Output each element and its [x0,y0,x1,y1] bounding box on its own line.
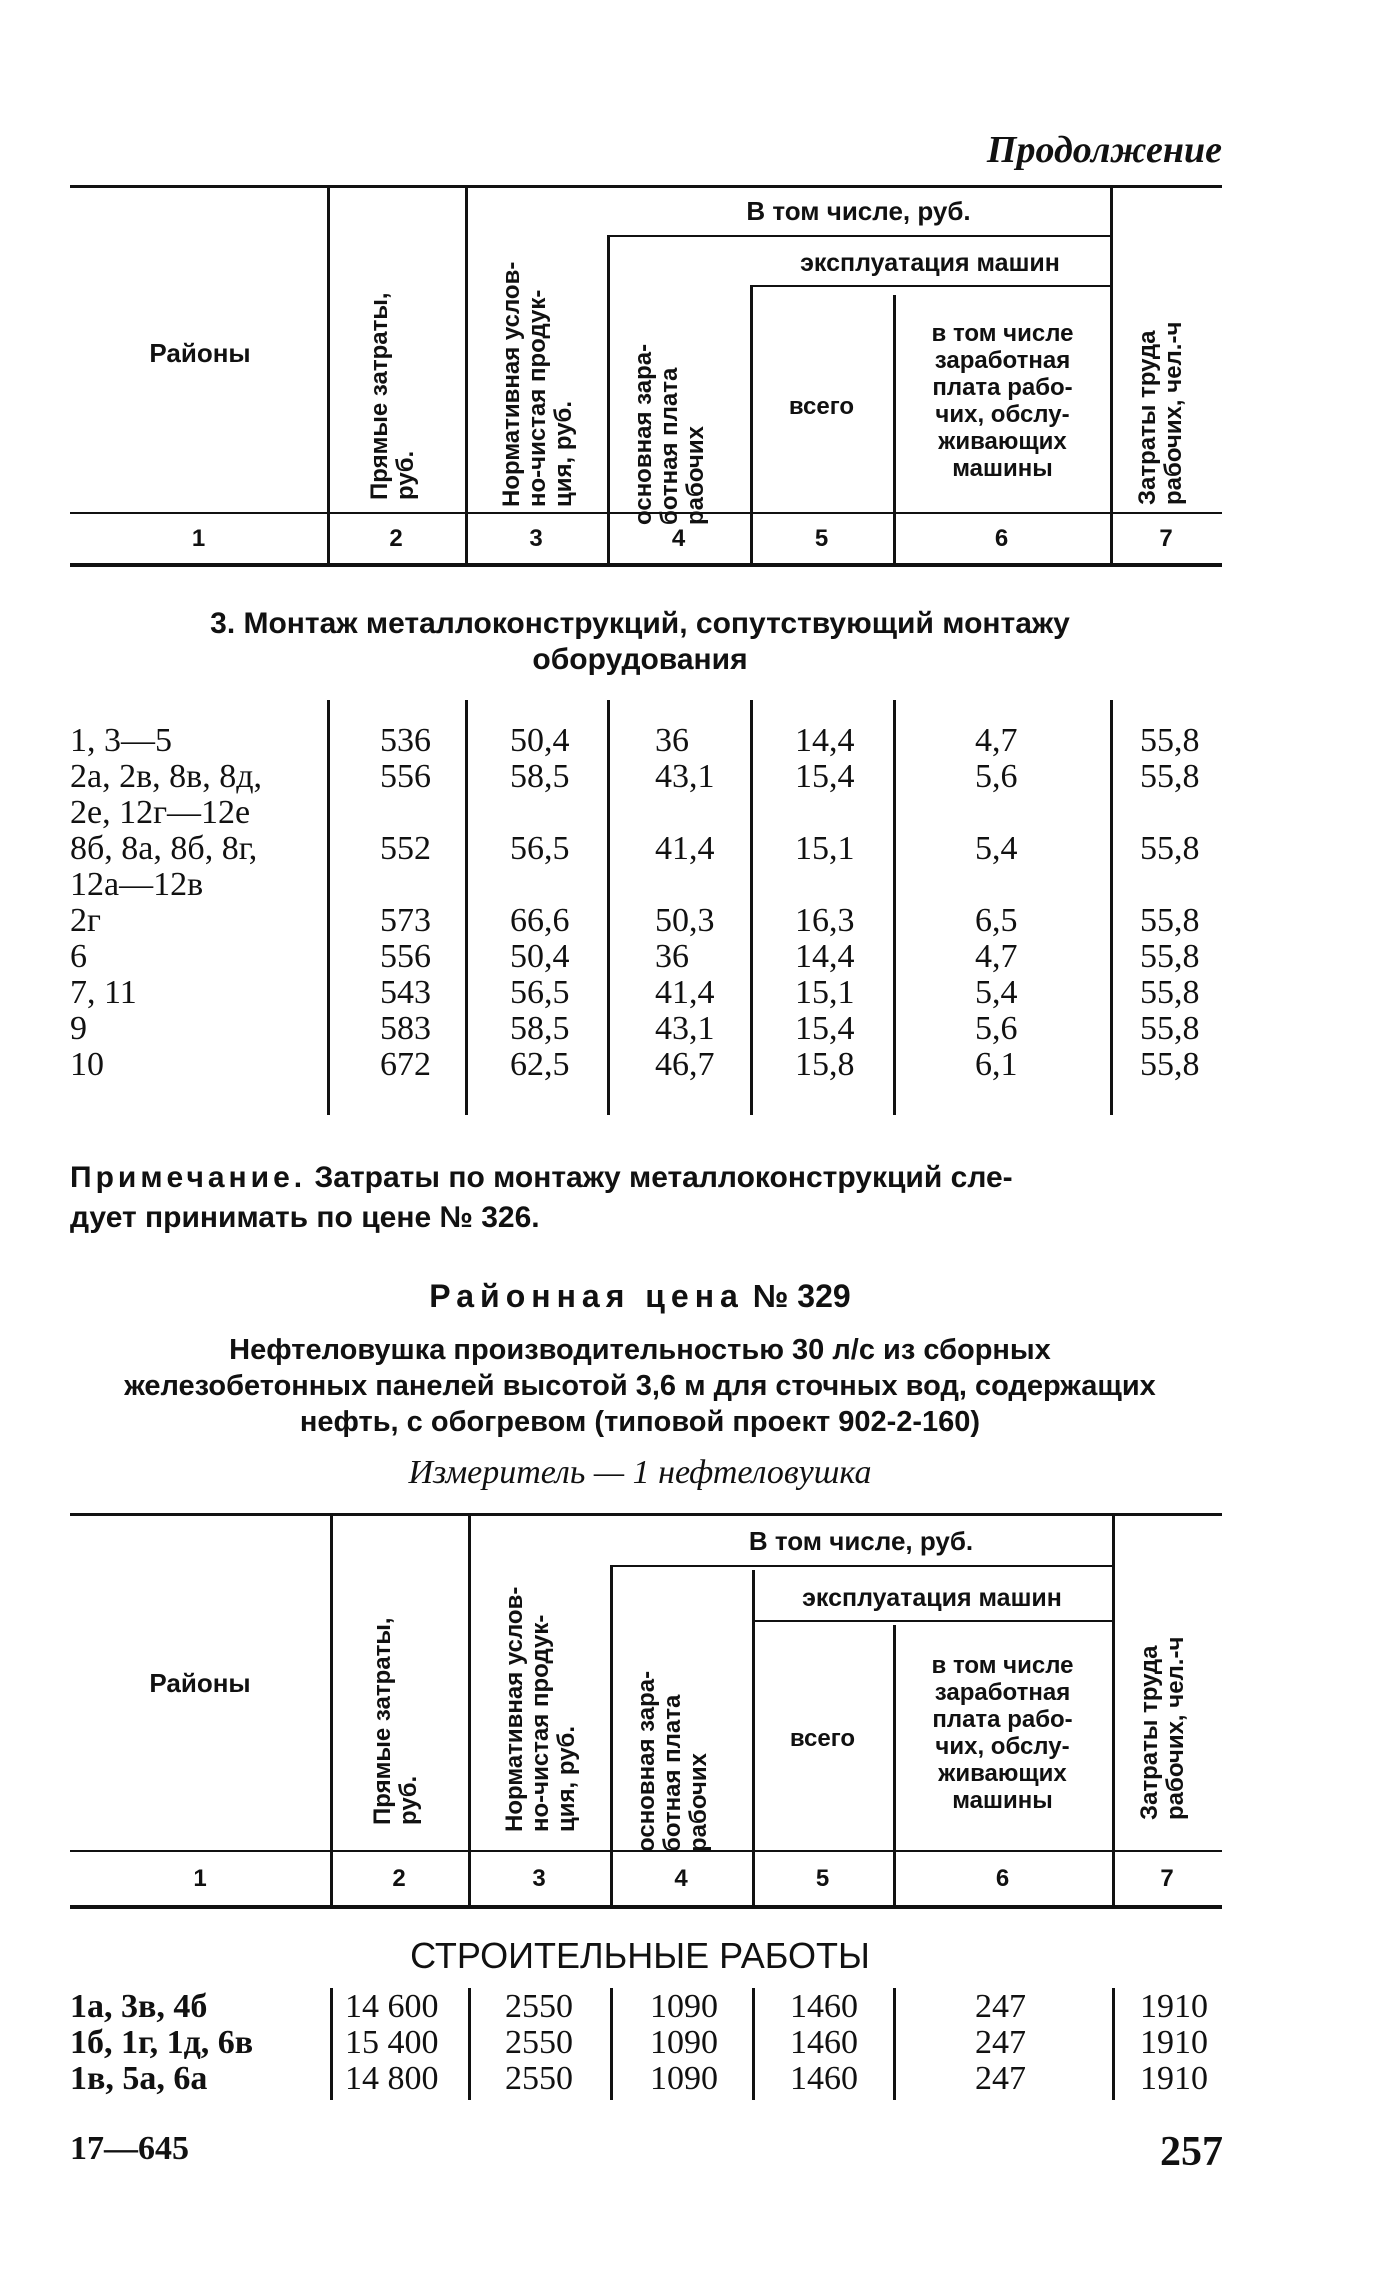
region-cell: 1, 3—5 [70,722,172,759]
value-cell: 41,4 [655,830,715,867]
value-cell: 15,1 [795,830,855,867]
value-cell: 55,8 [1140,974,1200,1011]
column-number: 3 [529,525,543,552]
column-header-machines: эксплуатация машин [802,1584,1062,1612]
table-row [0,722,1391,758]
table-row [0,1010,1391,1046]
value-cell: 56,5 [510,830,570,867]
continuation-label: Продолжение [986,129,1222,171]
value-cell: 6,1 [975,1046,1018,1083]
value-cell: 66,6 [510,902,570,939]
table-row [0,758,1391,794]
value-cell: 5,6 [975,758,1018,795]
value-cell: 62,5 [510,1046,570,1083]
value-cell: 15,8 [795,1046,855,1083]
value-cell: 1910 [1140,1988,1208,2025]
table-row-cont [0,794,1391,830]
value-cell: 583 [380,1010,431,1047]
value-cell: 1460 [790,2060,858,2097]
column-header-group: В том числе, руб. [748,1526,974,1556]
measure-unit: Измеритель — 1 нефтеловушка [408,1454,872,1491]
table-row [0,974,1391,1010]
value-cell: 1090 [650,2024,718,2061]
column-number: 6 [994,525,1009,552]
column-number: 5 [815,1865,830,1892]
value-cell: 247 [975,1988,1026,2025]
column-header-normative-product: Нормативная услов- но-чистая продук- ция, руб. [498,261,577,507]
value-cell: 36 [655,722,689,759]
value-cell: 543 [380,974,431,1011]
table-row [0,1046,1391,1082]
value-cell: 552 [380,830,431,867]
table-row-cont [0,866,1391,902]
column-header-operator-wages: в том числе заработная плата рабо- чих, обслу- живающих машины [931,1652,1074,1814]
section-title-cont: оборудования [532,643,748,676]
region-cell: 1б, 1г, 1д, 6в [70,2024,254,2061]
table-row [0,902,1391,938]
value-cell: 1910 [1140,2060,1208,2097]
column-header-base-wages: основная зара- ботная плата рабочих [630,343,709,525]
value-cell: 1910 [1140,2024,1208,2061]
value-cell: 5,4 [975,974,1018,1011]
value-cell: 556 [380,758,431,795]
column-number: 4 [674,1865,688,1892]
value-cell: 15,4 [795,758,855,795]
value-cell: 6,5 [975,902,1018,939]
value-cell: 247 [975,2060,1026,2097]
column-header-machines: эксплуатация машин [800,249,1060,277]
value-cell: 1460 [790,2024,858,2061]
table-row [0,2024,1391,2060]
column-number: 6 [995,1865,1010,1892]
column-header-labor: Затраты труда рабочих, чел.-ч [1136,1636,1189,1820]
column-number: 3 [532,1865,546,1892]
column-header-direct-costs: Прямые затраты, руб. [366,292,419,500]
value-cell: 672 [380,1046,431,1083]
column-header-regions: Районы [149,338,251,368]
page-number: 257 [1160,2129,1223,2175]
price-description-3: нефть, с обогревом (типовой проект 902-2-160) [299,1406,981,1438]
note-text-cont: дует принимать по цене № 326. [70,1201,540,1234]
value-cell: 58,5 [510,1010,570,1047]
value-cell: 536 [380,722,431,759]
column-header-normative-product: Нормативная услов- но-чистая продук- ция, руб. [501,1586,580,1832]
value-cell: 43,1 [655,1010,715,1047]
column-number: 7 [1159,525,1173,552]
column-header-labor: Затраты труда рабочих, чел.-ч [1134,321,1187,505]
column-header-regions: Районы [149,1668,251,1698]
value-cell: 55,8 [1140,1046,1200,1083]
column-header-total: всего [789,1725,856,1752]
value-cell: 2550 [505,2060,573,2097]
value-cell: 16,3 [795,902,855,939]
footer-signature: 17—645 [70,2130,189,2167]
value-cell: 1090 [650,2060,718,2097]
region-cell: 12а—12в [70,866,204,903]
value-cell: 43,1 [655,758,715,795]
value-cell: 50,4 [510,722,570,759]
price-number: № 329 [743,1278,851,1314]
column-header-operator-wages: в том числе заработная плата рабо- чих, обслу- живающих машины [931,320,1074,482]
region-cell: 8б, 8а, 8б, 8г, [70,830,258,867]
region-cell: 7, 11 [70,974,137,1011]
value-cell: 1460 [790,1988,858,2025]
price-description: Нефтеловушка производительностью 30 л/с из сборных [229,1334,1051,1366]
region-cell: 2а, 2в, 8в, 8д, [70,758,262,795]
value-cell: 55,8 [1140,938,1200,975]
value-cell: 46,7 [655,1046,715,1083]
price-description-2: железобетонных панелей высотой 3,6 м для сточных вод, содержащих [124,1370,1156,1402]
column-header-direct-costs: Прямые затраты, руб. [369,1617,422,1825]
table-row [0,938,1391,974]
column-number: 1 [191,525,206,552]
value-cell: 14,4 [795,938,855,975]
value-cell: 4,7 [975,938,1018,975]
column-number: 2 [392,1865,406,1892]
price-title [60,1278,1220,1315]
value-cell: 15,1 [795,974,855,1011]
region-cell: 2е, 12г—12е [70,794,251,831]
value-cell: 55,8 [1140,758,1200,795]
value-cell: 15 400 [345,2024,439,2061]
column-number: 5 [814,525,829,552]
value-cell: 56,5 [510,974,570,1011]
note-label: Примечание. [70,1161,307,1194]
column-header-group: В том числе, руб. [746,196,971,226]
value-cell: 2550 [505,2024,573,2061]
value-cell: 247 [975,2024,1026,2061]
region-cell: 9 [70,1010,87,1047]
column-number: 2 [389,525,403,552]
value-cell: 55,8 [1140,830,1200,867]
region-cell: 1а, 3в, 4б [70,1988,208,2025]
value-cell: 36 [655,938,689,975]
value-cell: 41,4 [655,974,715,1011]
column-number: 4 [671,525,686,552]
value-cell: 4,7 [975,722,1018,759]
value-cell: 50,4 [510,938,570,975]
value-cell: 55,8 [1140,902,1200,939]
table-row [0,1988,1391,2024]
value-cell: 1090 [650,1988,718,2025]
table-row [0,830,1391,866]
region-cell: 1в, 5а, 6а [70,2060,208,2097]
table-row [0,2060,1391,2096]
note-text: Затраты по монтажу металлоконструкций сле- [306,1161,1013,1194]
value-cell: 573 [380,902,431,939]
section-title: 3. Монтаж металлоконструкций, сопутствующий монтажу [210,607,1070,640]
region-cell: 10 [70,1046,104,1083]
value-cell: 5,4 [975,830,1018,867]
region-cell: 2г [70,902,101,939]
value-cell: 14,4 [795,722,855,759]
section-title: СТРОИТЕЛЬНЫЕ РАБОТЫ [410,1935,870,1976]
value-cell: 2550 [505,1988,573,2025]
price-label: Районная цена [429,1278,744,1314]
column-number: 1 [193,1865,207,1892]
column-header-base-wages: основная зара- ботная плата рабочих [633,1670,712,1852]
value-cell: 5,6 [975,1010,1018,1047]
value-cell: 55,8 [1140,1010,1200,1047]
note [70,1158,1220,1238]
value-cell: 556 [380,938,431,975]
value-cell: 14 800 [345,2060,439,2097]
region-cell: 6 [70,938,87,975]
value-cell: 58,5 [510,758,570,795]
value-cell: 15,4 [795,1010,855,1047]
value-cell: 14 600 [345,1988,439,2025]
column-number: 7 [1160,1865,1174,1892]
value-cell: 50,3 [655,902,715,939]
value-cell: 55,8 [1140,722,1200,759]
column-header-total: всего [788,393,855,420]
